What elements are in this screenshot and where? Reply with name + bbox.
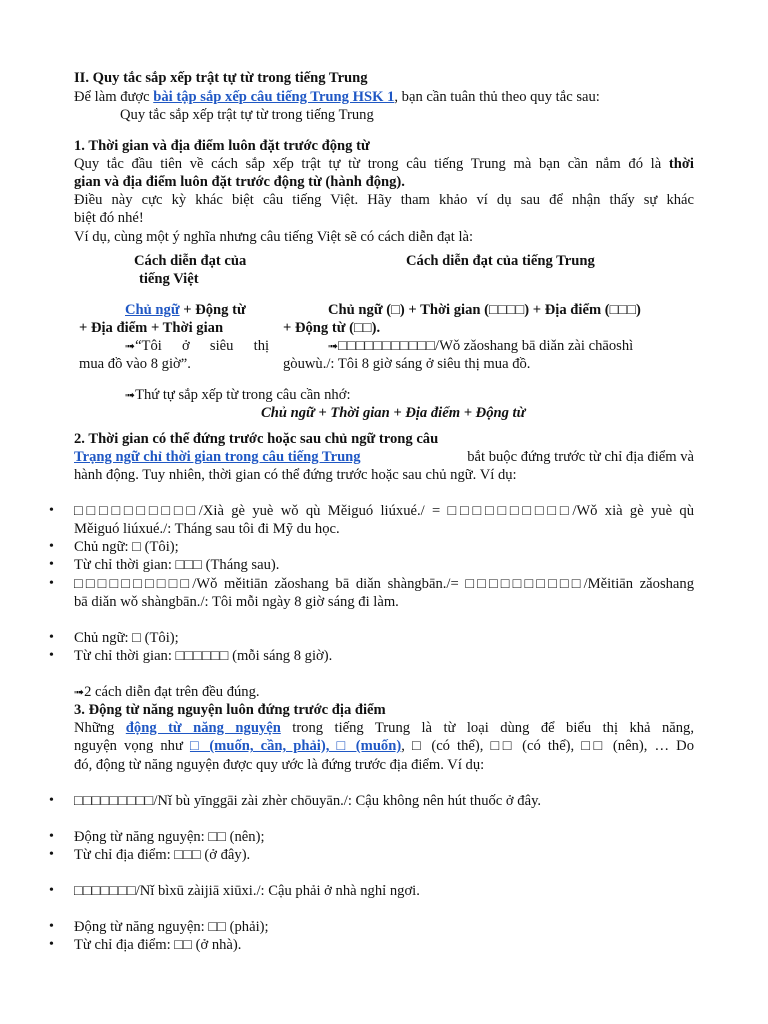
arrow-right-icon: ➟	[125, 339, 136, 353]
section-title: II. Quy tắc sắp xếp trật tự từ trong tiếng Trung	[74, 70, 368, 86]
rule3-example2: □□□□□□□/Nǐ bìxū zàijiā xiūxi./: Cậu phải ở nhà nghỉ ngơi.	[74, 883, 420, 899]
rule3-para-line3: đó, động từ năng nguyện được quy ước là đứng trước địa điểm. Ví dụ:	[74, 757, 485, 773]
rule2-example2-line2: bā diǎn wǒ shàngbān./: Tôi mỗi ngày 8 giờ sáng đi làm.	[74, 594, 399, 610]
list-item: Từ chỉ thời gian: □□□ (Tháng sau).	[74, 557, 280, 573]
bullet-icon: •	[49, 539, 54, 554]
list-item: Từ chỉ thời gian: □□□□□□ (mỗi sáng 8 giờ).	[74, 648, 333, 664]
col-vietnamese-header-line2: tiếng Việt	[139, 271, 199, 287]
list-item: Từ chỉ địa điểm: □□□ (ở đây).	[74, 847, 251, 863]
rule3-example1: □□□□□□□□□/Nǐ bù yīnggāi zài zhèr chōuyān./: Cậu không nên hút thuốc ở đây.	[74, 793, 542, 809]
bullet-icon: •	[49, 937, 54, 952]
vn-formula-line2: + Địa điểm + Thời gian	[79, 320, 224, 336]
bullet-icon: •	[49, 648, 54, 663]
modal-examples-link[interactable]: □ (muốn, cần, phải), □ (muốn)	[189, 738, 402, 754]
hsk1-exercise-link[interactable]: bài tập sắp xếp câu tiếng Trung HSK 1	[153, 89, 395, 105]
vn-formula-line1: Chủ ngữ + Động từ	[125, 302, 246, 318]
arrow-right-icon: ➟	[328, 339, 339, 353]
bullet-icon: •	[49, 793, 54, 808]
cn-formula-line1: Chủ ngữ (□) + Thời gian (□□□□) + Địa điểm (□□□)	[328, 302, 641, 318]
list-item: Chủ ngữ: □ (Tôi);	[74, 630, 179, 646]
bullet-icon: •	[49, 557, 54, 572]
rule1-heading: 1. Thời gian và địa điểm luôn đặt trước động từ	[74, 138, 370, 154]
rule1-para1-line1: Quy tắc đầu tiên về cách sắp xếp trật tự từ trong câu tiếng Trung mà bạn cần nắm đó là thời	[74, 156, 694, 172]
bullet-icon: •	[49, 829, 54, 844]
bullet-icon: •	[49, 883, 54, 898]
bullet-icon: •	[49, 630, 54, 645]
rule1-note: ➟Thứ tự sắp xếp từ trong câu cần nhớ:	[125, 387, 351, 403]
intro-paragraph: Để làm được bài tập sắp xếp câu tiếng Trung HSK 1, bạn cần tuân thủ theo quy tắc sau:	[74, 89, 600, 105]
col-chinese-header: Cách diễn đạt của tiếng Trung	[406, 253, 595, 269]
bullet-icon: •	[49, 503, 54, 518]
rule1-para1-line2: gian và địa điểm luôn đặt trước động từ (hành động).	[74, 174, 405, 190]
bullet-icon: •	[49, 847, 54, 862]
bullet-icon: •	[49, 576, 54, 591]
cn-formula-line2: + Động từ (□□).	[283, 320, 381, 336]
rule2-para-line2: hành động. Tuy nhiên, thời gian có thể đứng trước hoặc sau chủ ngữ. Ví dụ:	[74, 467, 517, 483]
list-item: Chủ ngữ: □ (Tôi);	[74, 539, 179, 555]
rule2-heading: 2. Thời gian có thể đứng trước hoặc sau chủ ngữ trong câu	[74, 431, 439, 447]
rule2-para-line1: Trạng ngữ chỉ thời gian trong câu tiếng Trung bắt buộc đứng trước từ chỉ địa điểm và	[74, 449, 694, 465]
rule3-para-line1: Những động từ năng nguyện trong tiếng Trung là từ loại dùng để biểu thị khả năng,	[74, 720, 694, 736]
rule1-para2-line2: biệt đó nhé!	[74, 210, 144, 226]
vn-example-line2: mua đồ vào 8 giờ”.	[79, 356, 191, 372]
rule2-conclusion: ➟2 cách diễn đạt trên đều đúng.	[74, 684, 260, 700]
list-item: Động từ năng nguyện: □□ (phải);	[74, 919, 269, 935]
rule1-formula: Chủ ngữ + Thời gian + Địa điểm + Động từ	[261, 405, 526, 421]
arrow-right-icon: ➟	[125, 388, 136, 402]
arrow-right-icon: ➟	[74, 685, 85, 699]
rule2-example1-line1: □□□□□□□□□□/Xià gè yuè wǒ qù Měiguó liúxué./ = □□□□□□□□□□/Wǒ xià gè yuè qù	[74, 503, 694, 519]
rule3-heading: 3. Động từ năng nguyện luôn đứng trước địa điểm	[74, 702, 386, 718]
vn-example-line1: ➟“Tôi ở siêu thị	[125, 338, 270, 354]
bullet-icon: •	[49, 919, 54, 934]
subject-link[interactable]: Chủ ngữ	[125, 302, 180, 318]
list-item: Từ chỉ địa điểm: □□ (ở nhà).	[74, 937, 242, 953]
cn-example-line2: gòuwù./: Tôi 8 giờ sáng ở siêu thị mua đồ.	[283, 356, 531, 372]
cn-example-line1: ➟□□□□□□□□□□□/Wǒ zǎoshang bā diǎn zài chāoshì	[328, 338, 634, 354]
image-caption: Quy tắc sắp xếp trật tự từ trong tiếng Trung	[120, 107, 374, 123]
list-item: Động từ năng nguyện: □□ (nên);	[74, 829, 265, 845]
rule2-example1-line2: Měiguó liúxué./: Tháng sau tôi đi Mỹ du học.	[74, 521, 340, 537]
rule3-para-line2: nguyện vọng như □ (muốn, cần, phải), □ (muốn), □ (có thể), □□ (có thể), □□ (nên), … Do	[74, 738, 694, 754]
rule1-para3: Ví dụ, cùng một ý nghĩa nhưng câu tiếng Việt sẽ có cách diễn đạt là:	[74, 229, 474, 245]
modal-verb-link[interactable]: động từ năng nguyện	[125, 720, 281, 736]
col-vietnamese-header-line1: Cách diễn đạt của	[134, 253, 247, 269]
rule1-para2-line1: Điều này cực kỳ khác biệt câu tiếng Việt. Hãy tham khảo ví dụ sau để nhận thấy sự khác	[74, 192, 694, 208]
time-adverbial-link[interactable]: Trạng ngữ chỉ thời gian trong câu tiếng Trung	[74, 449, 361, 465]
rule2-example2-line1: □□□□□□□□□□/Wǒ měitiān zǎoshang bā diǎn shàngbān./= □□□□□□□□□□/Měitiān zǎoshang	[74, 576, 694, 592]
